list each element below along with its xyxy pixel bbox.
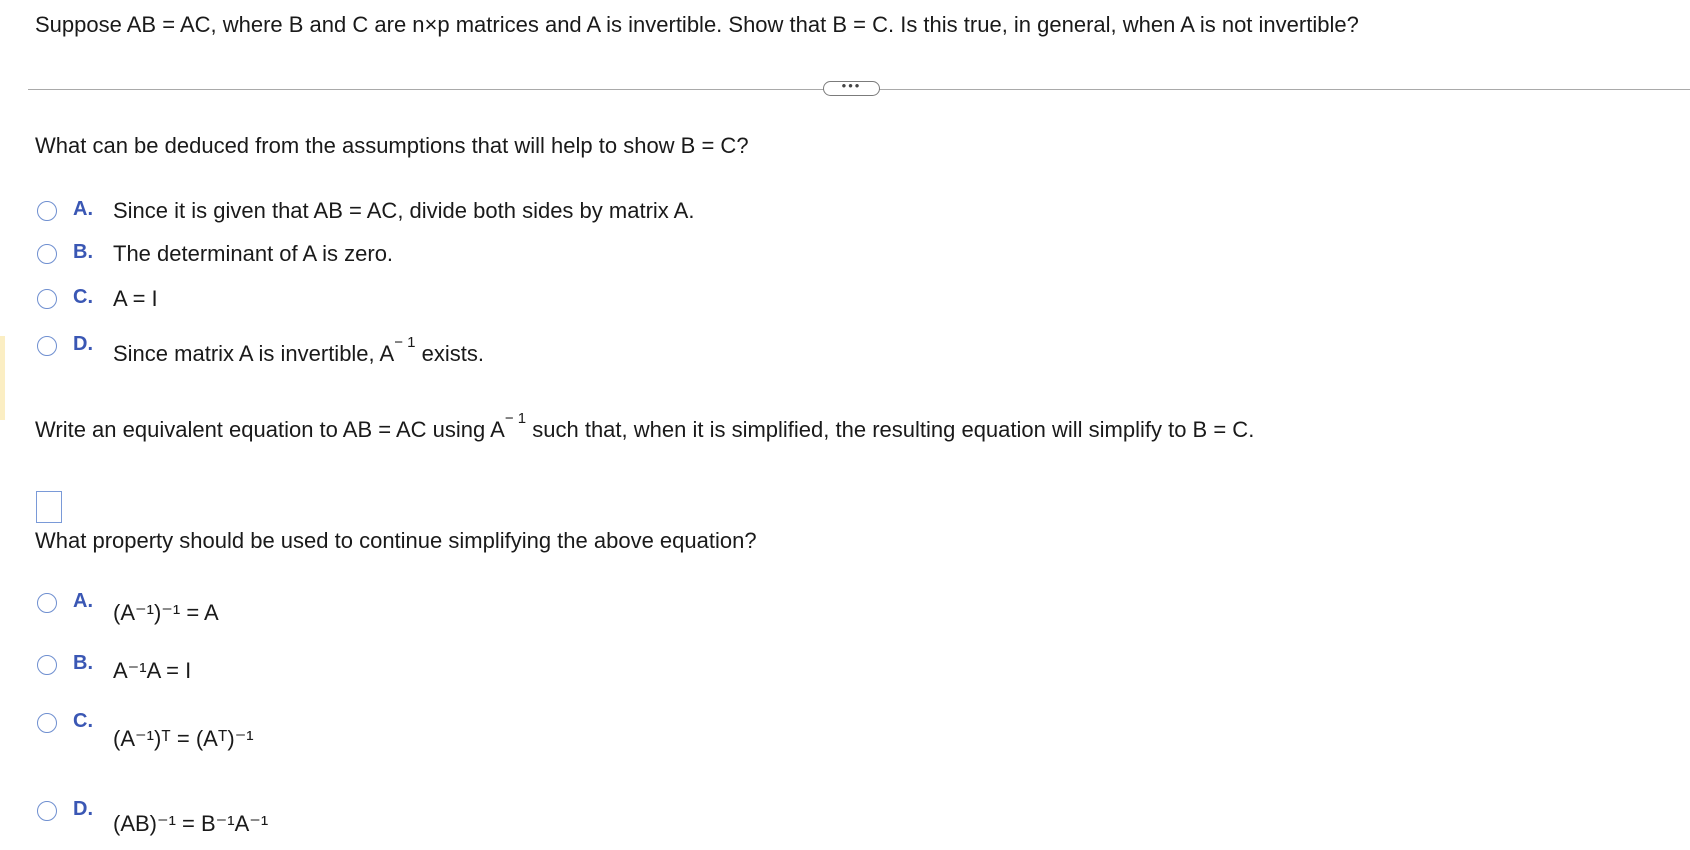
radio-button[interactable] [37, 289, 57, 309]
choice-letter: A. [73, 198, 93, 220]
choice-letter: B. [73, 241, 93, 263]
part1-prompt: What can be deduced from the assumptions that will help to show B = C? [35, 133, 749, 158]
choice-expression: A⁻¹A = I [113, 658, 192, 683]
left-accent-bar [0, 336, 5, 420]
part2-prompt-before: Write an equivalent equation to AB = AC using A [35, 417, 505, 442]
choice-letter: D. [73, 798, 93, 820]
radio-button[interactable] [37, 244, 57, 264]
choice-letter: C. [73, 710, 93, 732]
choice-letter: C. [73, 286, 93, 308]
choice-text-after: exists. [415, 341, 484, 366]
choice-letter: A. [73, 590, 93, 612]
choice-text [113, 334, 484, 367]
choice-expression: (A⁻¹)⁻¹ = A [113, 600, 219, 625]
choice-text: A = I [113, 286, 158, 311]
choice-expression: (AB)⁻¹ = B⁻¹A⁻¹ [113, 811, 269, 836]
superscript: − 1 [504, 410, 527, 427]
choice-letter: D. [73, 333, 93, 355]
choice-text: Since it is given that AB = AC, divide both sides by matrix A. [113, 198, 695, 223]
answer-input-box[interactable] [36, 491, 62, 523]
radio-button[interactable] [37, 593, 57, 613]
more-button[interactable]: ••• [823, 81, 880, 96]
part2-prompt [35, 410, 1255, 443]
choice-expression: (A⁻¹)ᵀ = (Aᵀ)⁻¹ [113, 726, 254, 751]
part3-prompt: What property should be used to continue simplifying the above equation? [35, 528, 757, 553]
choice-text-before: Since matrix A is invertible, A [113, 341, 395, 366]
choice-letter: B. [73, 652, 93, 674]
question-text: Suppose AB = AC, where B and C are n×p matrices and A is invertible. Show that B = C. Is this true, in general, when A is not invertible? [35, 12, 1359, 37]
choice-text: The determinant of A is zero. [113, 241, 394, 266]
radio-button[interactable] [37, 801, 57, 821]
part2-prompt-after: such that, when it is simplified, the resulting equation will simplify to B = C. [526, 417, 1255, 442]
radio-button[interactable] [37, 655, 57, 675]
radio-button[interactable] [37, 336, 57, 356]
superscript: − 1 [394, 334, 416, 351]
radio-button[interactable] [37, 713, 57, 733]
radio-button[interactable] [37, 201, 57, 221]
